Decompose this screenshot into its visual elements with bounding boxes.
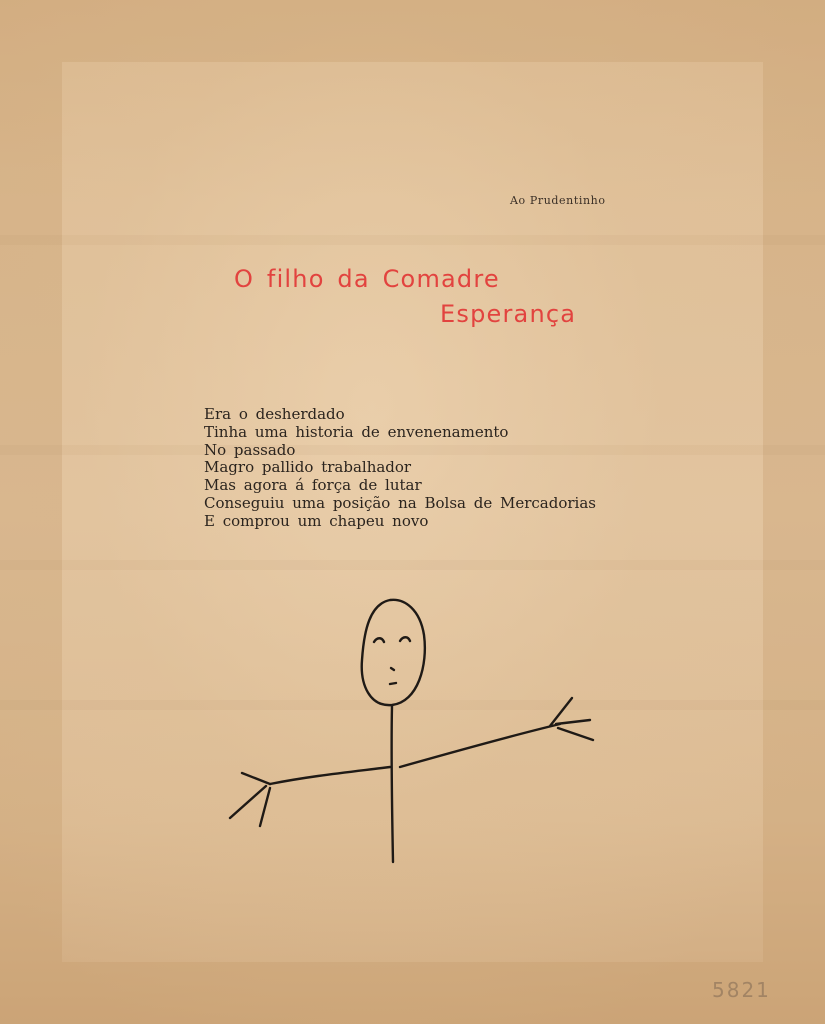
figure-hand-right-3 [558,728,593,740]
poem-line: Conseguiu uma posição na Bolsa de Mercadorias [204,493,596,512]
poem-line: E comprou um chapeu novo [204,511,429,530]
figure-head [362,600,425,705]
paper-fold [0,235,825,245]
poem-body [204,406,596,531]
poem-line: Mas agora á força de lutar [204,476,422,495]
dedication: Ao Prudentinho [510,194,606,207]
poem-title-line-1: O filho da Comadre [234,265,500,293]
figure-hand-left-2 [230,786,266,818]
stick-figure-drawing-icon [220,590,610,875]
figure-eye-left [374,638,384,642]
figure-mouth [390,683,396,684]
figure-arm-left [270,767,390,784]
poem-line: Tinha uma historia de envenenamento [204,422,509,441]
figure-eye-right [400,637,410,641]
poem-line: No passado [204,440,296,459]
figure-arm-right [400,724,560,767]
poem-title-line-2: Esperança [440,300,577,328]
figure-body [392,706,393,862]
figure-hand-left-3 [260,788,270,826]
figure-hand-right-2 [556,720,590,724]
pencil-mark: 5821 [712,978,771,1002]
figure-hand-left-1 [242,773,270,784]
figure-nose [391,668,394,670]
paper-fold [0,560,825,570]
poem-line: Magro pallido trabalhador [204,458,412,477]
poem-line: Era o desherdado [204,405,345,423]
